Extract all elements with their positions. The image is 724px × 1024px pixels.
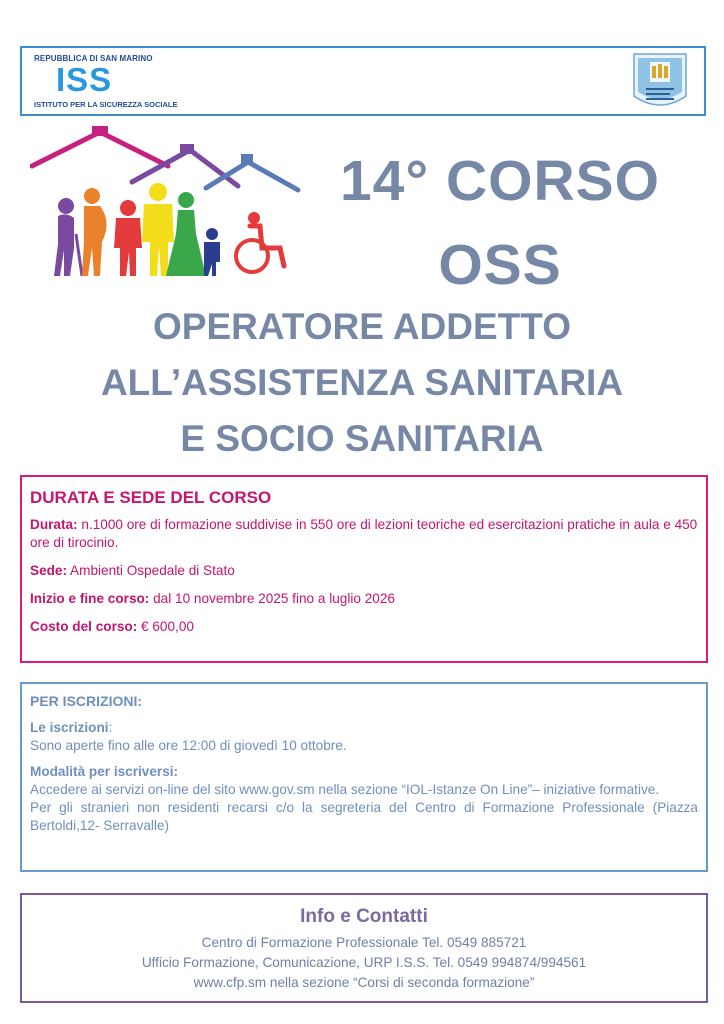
contact-cfp-phone: Centro di Formazione Professionale Tel. 0549 885721 [201,935,527,950]
course-subtitle-line-1: OPERATORE ADDETTO [152,306,571,347]
dates-row [30,590,698,608]
contact-info-box [20,893,708,1003]
cost-row [30,618,698,636]
iss-logo-full-name: ISTITUTO PER LA SICUREZZA SOCIALE [34,100,178,109]
registration-foreigners-text: Per gli stranieri non residenti recarsi c/o la segreteria del Centro di Formazione Professionale (Piazza Bertoldi,12- Serravalle) [30,800,698,833]
contact-info-heading: Info e Contatti [300,906,428,927]
header-logo-bar [20,46,706,116]
dates-label: Inizio e fine corso: [30,591,150,606]
registration-method [30,763,698,835]
iss-logo-acronym: ISS [56,61,113,98]
course-details-box [20,475,708,663]
course-title: 14° CORSO [339,149,661,213]
dates-value: dal 10 novembre 2025 fino a luglio 2026 [149,591,395,606]
registration-method-text: Accedere ai servizi on-line del sito www.gov.sm nella sezione “IOL-Istanze On Line”– iniziative formative. [30,782,660,797]
course-acronym: OSS [438,233,562,297]
durata-label: Durata: [30,517,78,532]
registration-method-label: Modalità per iscriversi: [30,764,179,779]
course-subtitle-line-3: E SOCIO SANITARIA [180,418,544,459]
contact-iss-phone: Ufficio Formazione, Comunicazione, URP I.S.S. Tel. 0549 994874/994561 [141,955,587,970]
course-subtitle-line-2: ALL’ASSISTENZA SANITARIA [100,362,624,403]
family-house-people-icon [30,126,305,286]
registration-box [20,682,708,872]
registration-period-text: Sono aperte fino alle ore 12:00 di giovedì 10 ottobre. [30,738,347,753]
cfp-shield-logo-icon [632,52,688,112]
iss-logo-top-text: REPUBBLICA DI SAN MARINO [34,54,153,63]
cost-label: Costo del corso: [30,619,138,634]
durata-value: n.1000 ore di formazione suddivise in 550 ore di lezioni teoriche ed esercitazioni pratiche in aula e 450 ore di tirocinio. [30,517,698,550]
registration-period-colon: : [108,720,113,735]
course-details-heading: DURATA E SEDE DEL CORSO [30,488,272,507]
durata-row [30,516,698,552]
sede-row [30,562,698,580]
contact-website: www.cfp.sm nella sezione “Corsi di seconda formazione” [193,975,535,990]
registration-period [30,719,698,755]
iss-logo [34,54,194,110]
registration-heading: PER ISCRIZIONI: [30,693,143,709]
cost-value: € 600,00 [137,619,194,634]
sede-value: Ambienti Ospedale di Stato [67,563,235,578]
registration-period-label: Le iscrizioni [30,720,109,735]
sede-label: Sede: [30,563,68,578]
